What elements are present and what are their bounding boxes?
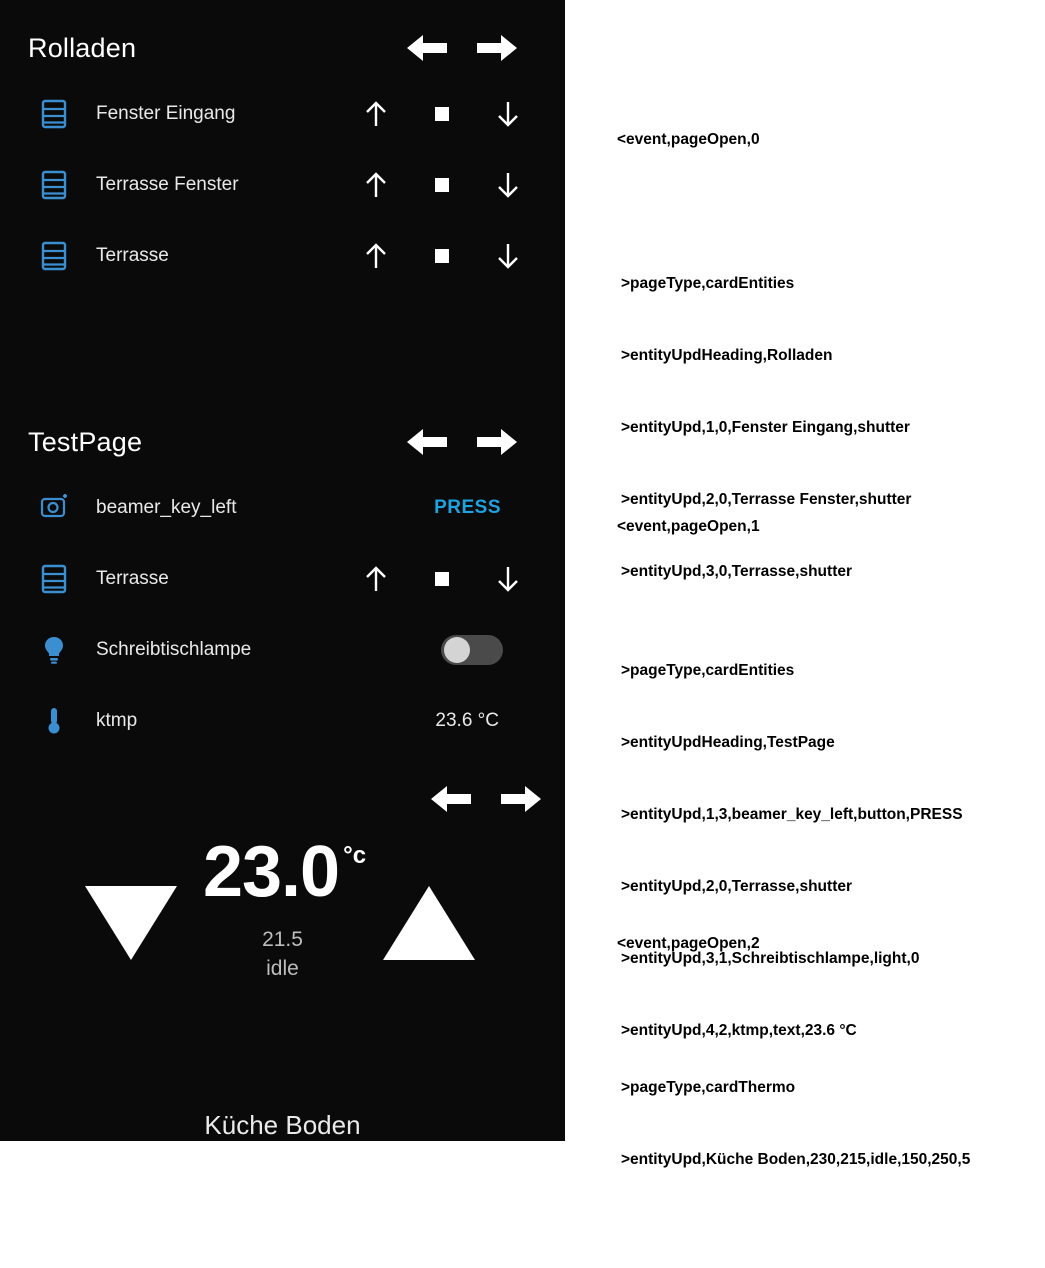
entity-label: Terrasse Fenster <box>96 173 239 195</box>
prev-page-arrow-icon[interactable] <box>429 782 473 816</box>
thermo-main <box>0 826 565 1036</box>
log-event-line: <event,pageOpen,2 <box>617 935 760 952</box>
thermo-entity-name: Küche Boden <box>204 1110 361 1140</box>
log-block-2 <box>617 884 970 1268</box>
log-line: >entityUpd,4,2,ktmp,text,23.6 °C <box>621 1022 857 1039</box>
table-row[interactable] <box>0 472 565 543</box>
shutter-icon <box>34 99 74 129</box>
shutter-up-arrow-icon[interactable] <box>343 99 409 129</box>
card-header-rolladen <box>0 18 565 78</box>
log-line: >entityUpd,1,0,Fenster Eingang,shutter <box>621 419 910 436</box>
log-line: >pageType,cardThermo <box>621 1079 796 1096</box>
entity-label: beamer_key_left <box>96 496 237 518</box>
shutter-stop-square-icon[interactable] <box>409 569 475 589</box>
bulb-icon <box>34 635 74 665</box>
table-row[interactable] <box>0 543 565 614</box>
log-event-line: <event,pageOpen,1 <box>617 518 760 535</box>
entity-label: ktmp <box>96 709 138 731</box>
page-title-testpage: TestPage <box>28 426 143 457</box>
temperature-value: 23.6 °C <box>435 709 499 731</box>
prev-page-arrow-icon[interactable] <box>405 31 449 65</box>
target-temperature: 21.5 <box>262 928 303 951</box>
entity-label: Schreibtischlampe <box>96 638 252 660</box>
log-line: >entityUpdHeading,Rolladen <box>621 347 833 364</box>
next-page-arrow-icon[interactable] <box>475 425 519 459</box>
entity-rows-testpage <box>0 472 565 756</box>
light-toggle-switch[interactable] <box>441 635 503 665</box>
page-title-rolladen: Rolladen <box>28 32 137 63</box>
entity-rows-rolladen <box>0 78 565 291</box>
shutter-stop-square-icon[interactable] <box>409 104 475 124</box>
card-header-testpage <box>0 412 565 472</box>
nav-arrows-thermo <box>0 772 565 826</box>
table-row[interactable] <box>0 149 565 220</box>
card-entities-testpage <box>0 412 565 756</box>
nav-arrows-testpage <box>405 425 541 459</box>
log-line: >entityUpd,2,0,Terrasse,shutter <box>621 878 853 895</box>
log-output-panel <box>565 0 1045 1168</box>
log-line: >entityUpdHeading,TestPage <box>621 734 835 751</box>
log-line: >entityUpd,3,0,Terrasse,shutter <box>621 563 853 580</box>
thermo-state: idle <box>266 957 299 980</box>
toggle-knob <box>444 637 470 663</box>
table-row[interactable] <box>0 685 565 756</box>
log-line: >entityUpd,1,3,beamer_key_left,button,PRESS <box>621 806 963 823</box>
next-page-arrow-icon[interactable] <box>499 782 543 816</box>
shutter-controls <box>343 564 541 594</box>
shutter-icon <box>34 564 74 594</box>
shutter-stop-square-icon[interactable] <box>409 246 475 266</box>
projector-icon <box>34 493 74 523</box>
log-line: >entityUpd,2,0,Terrasse Fenster,shutter <box>621 491 912 508</box>
log-line: >pageType,cardEntities <box>621 662 795 679</box>
entity-label: Terrasse <box>96 567 169 589</box>
current-temperature-wrap <box>0 832 565 912</box>
table-row[interactable] <box>0 220 565 291</box>
shutter-down-arrow-icon[interactable] <box>475 564 541 594</box>
entity-label: Fenster Eingang <box>96 102 236 124</box>
entity-label: Terrasse <box>96 244 169 266</box>
log-line: >entityUpd,Küche Boden,230,215,idle,150,250,5 <box>621 1151 971 1168</box>
current-temperature: 23.0 <box>202 832 340 912</box>
card-entities-rolladen <box>0 18 565 291</box>
thermometer-icon <box>34 706 74 736</box>
shutter-up-arrow-icon[interactable] <box>343 170 409 200</box>
thermo-readout <box>0 832 565 981</box>
shutter-icon <box>34 170 74 200</box>
nav-arrows-rolladen <box>405 31 541 65</box>
shutter-controls <box>343 241 541 271</box>
device-display-panel <box>0 0 565 1141</box>
log-event-line: <event,pageOpen,0 <box>617 131 760 148</box>
press-button[interactable]: PRESS <box>434 496 501 518</box>
table-row[interactable] <box>0 614 565 685</box>
card-thermo <box>0 772 565 1141</box>
shutter-stop-square-icon[interactable] <box>409 175 475 195</box>
shutter-up-arrow-icon[interactable] <box>343 564 409 594</box>
shutter-controls <box>343 170 541 200</box>
temperature-unit: °c <box>343 842 367 869</box>
next-page-arrow-icon[interactable] <box>475 31 519 65</box>
shutter-down-arrow-icon[interactable] <box>475 99 541 129</box>
shutter-down-arrow-icon[interactable] <box>475 170 541 200</box>
log-line: >pageType,cardEntities <box>621 275 795 292</box>
shutter-up-arrow-icon[interactable] <box>343 241 409 271</box>
table-row[interactable] <box>0 78 565 149</box>
shutter-icon <box>34 241 74 271</box>
log-line: >entityUpd,3,1,Schreibtischlampe,light,0 <box>621 950 920 967</box>
prev-page-arrow-icon[interactable] <box>405 425 449 459</box>
shutter-down-arrow-icon[interactable] <box>475 241 541 271</box>
shutter-controls <box>343 99 541 129</box>
